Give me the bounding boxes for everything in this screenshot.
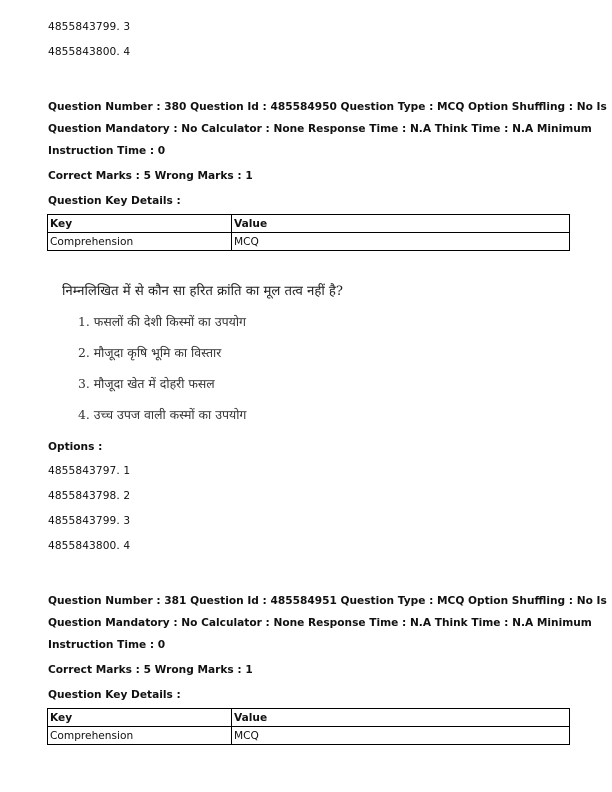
question-header-line: Question Number : 380 Question Id : 485584950 Question Type : MCQ Option Shuffling : No Is — [48, 101, 607, 113]
key-details-table — [47, 214, 570, 251]
answer-choice: 1. फसलों की देशी किस्मों का उपयोग — [78, 314, 247, 329]
table-header-row — [48, 709, 570, 727]
table-row — [48, 727, 570, 745]
key-details-table — [47, 708, 570, 745]
key-details-label: Question Key Details : — [48, 689, 181, 701]
table-header-cell: Value — [232, 709, 570, 727]
table-cell: Comprehension — [48, 233, 232, 251]
table-header-cell: Value — [232, 215, 570, 233]
question-text: निम्नलिखित में से कौन सा हरित क्रांति का मूल तत्व नहीं है? — [62, 284, 344, 299]
answer-choice: 4. उच्च उपज वाली कस्मों का उपयोग — [78, 407, 247, 422]
marks-line: Correct Marks : 5 Wrong Marks : 1 — [48, 170, 253, 182]
key-details-label: Question Key Details : — [48, 195, 181, 207]
option-id-line: 4855843800. 4 — [48, 540, 131, 552]
answer-choice: 2. मौजूदा कृषि भूमि का विस्तार — [78, 345, 222, 360]
table-cell: Comprehension — [48, 727, 232, 745]
question-header-line: Question Mandatory : No Calculator : None Response Time : N.A Think Time : N.A Minimum — [48, 617, 592, 629]
question-header-line: Instruction Time : 0 — [48, 145, 166, 157]
option-id-line: 4855843797. 1 — [48, 465, 131, 477]
table-cell: MCQ — [232, 233, 570, 251]
marks-line: Correct Marks : 5 Wrong Marks : 1 — [48, 664, 253, 676]
table-row — [48, 233, 570, 251]
answer-choice: 3. मौजूदा खेत में दोहरी फसल — [78, 376, 215, 391]
question-header-line: Question Mandatory : No Calculator : None Response Time : N.A Think Time : N.A Minimum — [48, 123, 592, 135]
option-id-line: 4855843800. 4 — [48, 46, 131, 58]
table-header-cell: Key — [48, 215, 232, 233]
table-cell: MCQ — [232, 727, 570, 745]
options-label: Options : — [48, 441, 103, 453]
table-header-row — [48, 215, 570, 233]
question-header-line: Question Number : 381 Question Id : 485584951 Question Type : MCQ Option Shuffling : No Is — [48, 595, 607, 607]
option-id-line: 4855843799. 3 — [48, 515, 131, 527]
question-header-line: Instruction Time : 0 — [48, 639, 166, 651]
table-header-cell: Key — [48, 709, 232, 727]
option-id-line: 4855843799. 3 — [48, 21, 131, 33]
option-id-line: 4855843798. 2 — [48, 490, 131, 502]
